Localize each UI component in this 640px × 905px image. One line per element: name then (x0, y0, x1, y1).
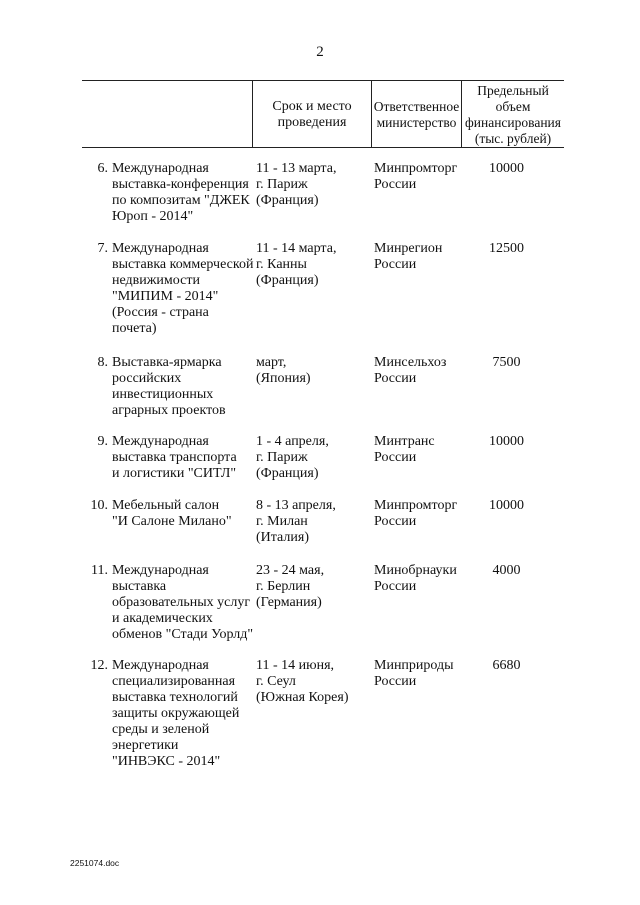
event-name (112, 434, 258, 482)
funding-amount: 6680 (492, 658, 521, 673)
responsible-ministry-line: Минтранс (374, 434, 435, 449)
event-name-line: Международная (112, 161, 209, 176)
event-date-place-line: (Франция) (256, 193, 319, 208)
event-date-place-line: г. Париж (256, 450, 308, 465)
event-date-place-line: г. Милан (256, 514, 308, 529)
funding-amount: 10000 (489, 161, 524, 176)
header-funding-line: финансирования (465, 115, 561, 130)
responsible-ministry-line: России (374, 257, 417, 272)
event-name-line: почета) (112, 321, 157, 336)
event-name (112, 161, 258, 225)
event-name-line: выставка (112, 579, 167, 594)
page-number: 2 (316, 44, 324, 60)
event-date-place-line: (Франция) (256, 273, 319, 288)
event-name-line: специализированная (112, 674, 236, 689)
responsible-ministry-line: России (374, 579, 417, 594)
funding-amount: 10000 (489, 498, 524, 513)
event-name-line: российских (112, 371, 182, 386)
event-date-place-line: г. Берлин (256, 579, 311, 594)
event-date-place-line: (Германия) (256, 595, 322, 610)
header-ministry-line: Ответственное (373, 99, 460, 114)
header-date-place (252, 81, 371, 147)
header-date-line: проведения (277, 115, 347, 130)
row-number: 7. (97, 241, 108, 256)
header-ministry (371, 81, 461, 147)
funding-amount: 10000 (489, 434, 524, 449)
event-name-line: Международная (112, 563, 209, 578)
header-funding-line: Предельный (477, 83, 549, 98)
event-date-place-line: 11 - 14 марта, (256, 241, 337, 256)
responsible-ministry-line: России (374, 371, 417, 386)
responsible-ministry-line: Минрегион (374, 241, 443, 256)
event-date-place (256, 434, 371, 482)
event-name (112, 241, 258, 337)
responsible-ministry (374, 355, 464, 387)
event-date-place-line: (Франция) (256, 466, 319, 481)
row-number: 11. (91, 563, 108, 578)
event-date-place-line: 1 - 4 апреля, (256, 434, 329, 449)
event-date-place-line: (Япония) (256, 371, 311, 386)
event-date-place-line: (Италия) (256, 530, 309, 545)
responsible-ministry (374, 563, 464, 595)
event-name-line: Юроп - 2014" (112, 209, 194, 224)
event-date-place-line: 11 - 13 марта, (256, 161, 337, 176)
event-name-line: Международная (112, 434, 209, 449)
event-name-line: "МИПИМ - 2014" (112, 289, 219, 304)
event-name (112, 355, 258, 419)
row-number: 9. (97, 434, 108, 449)
row-number: 6. (97, 161, 108, 176)
event-date-place-line: (Южная Корея) (256, 690, 349, 705)
event-name-line: выставка транспорта (112, 450, 237, 465)
responsible-ministry (374, 434, 464, 466)
event-name-line: недвижимости (112, 273, 200, 288)
event-date-place-line: г. Канны (256, 257, 307, 272)
table-header (82, 80, 564, 148)
event-name-line: "ИНВЭКС - 2014" (112, 754, 221, 769)
event-date-place-line: 11 - 14 июня, (256, 658, 335, 673)
header-funding-line: (тыс. рублей) (474, 131, 552, 146)
event-date-place-line: г. Париж (256, 177, 308, 192)
responsible-ministry-line: Минприроды (374, 658, 454, 673)
row-number: 10. (90, 498, 108, 513)
event-name-line: защиты окружающей (112, 706, 240, 721)
responsible-ministry-line: России (374, 674, 417, 689)
event-name-line: выставка технологий (112, 690, 238, 705)
event-name-line: Международная (112, 241, 209, 256)
event-name (112, 563, 258, 643)
event-name-line: Международная (112, 658, 209, 673)
responsible-ministry-line: России (374, 450, 417, 465)
responsible-ministry (374, 241, 464, 273)
event-name (112, 658, 258, 770)
responsible-ministry (374, 658, 464, 690)
event-date-place-line: март, (256, 355, 287, 370)
event-name-line: инвестиционных (112, 387, 214, 402)
responsible-ministry-line: Минпромторг (374, 498, 458, 513)
event-date-place (256, 658, 371, 706)
header-date-line: Срок и место (272, 99, 352, 114)
event-name (112, 498, 258, 530)
event-date-place-line: 23 - 24 мая, (256, 563, 325, 578)
responsible-ministry-line: Минобрнауки (374, 563, 457, 578)
row-number: 8. (97, 355, 108, 370)
header-funding (461, 81, 564, 147)
event-name-line: по композитам "ДЖЕК (112, 193, 250, 208)
header-funding-line: объем (495, 99, 531, 114)
event-name-line: (Россия - страна (112, 305, 209, 320)
event-date-place (256, 498, 371, 546)
event-name-line: и академических (112, 611, 213, 626)
responsible-ministry (374, 161, 464, 193)
event-name-line: выставка коммерческой (112, 257, 254, 272)
funding-amount: 7500 (492, 355, 521, 370)
responsible-ministry-line: России (374, 514, 417, 529)
event-date-place-line: 8 - 13 апреля, (256, 498, 336, 513)
funding-amount: 12500 (489, 241, 524, 256)
event-name-line: выставка-конференция (112, 177, 249, 192)
event-name-line: Выставка-ярмарка (112, 355, 222, 370)
event-name-line: энергетики (112, 738, 179, 753)
header-ministry-line: министерство (376, 115, 457, 130)
event-date-place-line: г. Сеул (256, 674, 296, 689)
event-name-line: обменов "Стади Уорлд" (112, 627, 254, 642)
responsible-ministry-line: Минсельхоз (374, 355, 447, 370)
event-date-place (256, 161, 371, 209)
event-name-line: образовательных услуг (112, 595, 251, 610)
responsible-ministry (374, 498, 464, 530)
event-name-line: "И Салоне Милано" (112, 514, 232, 529)
event-date-place (256, 563, 371, 611)
event-date-place (256, 241, 371, 289)
footer-filename: 2251074.doc (70, 858, 120, 868)
event-date-place (256, 355, 371, 387)
event-name-line: Мебельный салон (112, 498, 220, 513)
responsible-ministry-line: России (374, 177, 417, 192)
event-name-line: аграрных проектов (112, 403, 226, 418)
event-name-line: среды и зеленой (112, 722, 210, 737)
event-name-line: и логистики "СИТЛ" (112, 466, 237, 481)
responsible-ministry-line: Минпромторг (374, 161, 458, 176)
row-number: 12. (90, 658, 108, 673)
funding-amount: 4000 (492, 563, 521, 578)
